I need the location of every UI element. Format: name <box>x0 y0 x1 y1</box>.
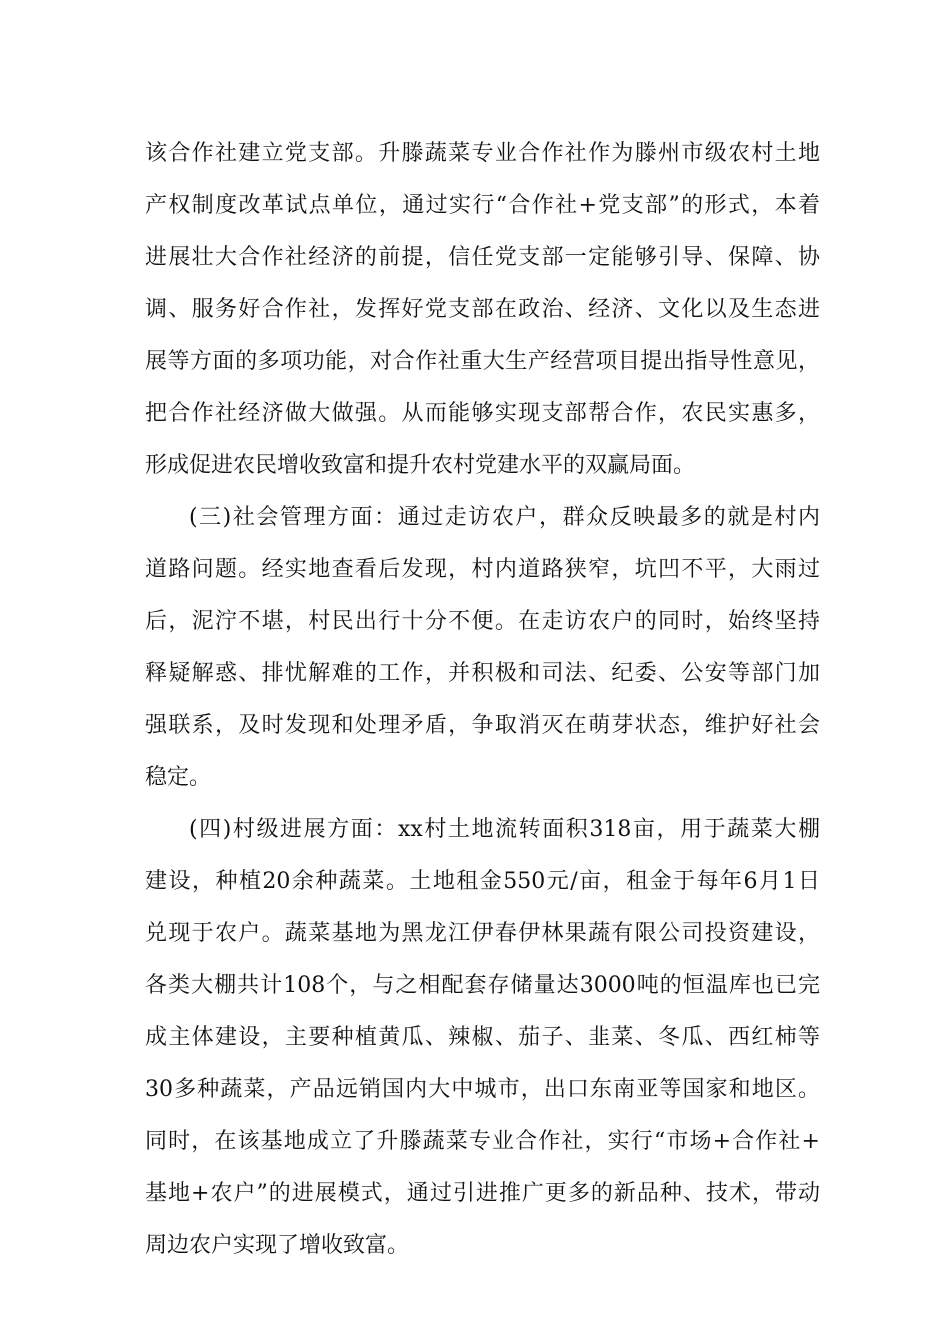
paragraph-line: 进展壮大合作社经济的前提，信任党支部一定能够引导、保障、协 <box>145 245 820 270</box>
paragraph-line: 产权制度改革试点单位，通过实行“合作社+党支部”的形式，本着 <box>145 193 820 218</box>
section-heading-line: (四)村级进展方面：xx村土地流转面积318亩，用于蔬菜大棚 <box>189 817 820 842</box>
paragraph-line-last: 稳定。 <box>145 765 212 790</box>
document-body <box>145 128 820 1272</box>
paragraph-line: 展等方面的多项功能，对合作社重大生产经营项目提出指导性意见， <box>145 349 820 374</box>
paragraph-line: 兑现于农户。蔬菜基地为黑龙江伊春伊林果蔬有限公司投资建设， <box>145 921 820 946</box>
paragraph-line: 道路问题。经实地查看后发现，村内道路狭窄，坑凹不平，大雨过 <box>145 557 820 582</box>
paragraph-line: 强联系，及时发现和处理矛盾，争取消灭在萌芽状态，维护好社会 <box>145 713 820 738</box>
paragraph-line: 同时，在该基地成立了升滕蔬菜专业合作社，实行“市场+合作社+ <box>145 1129 820 1154</box>
paragraph-line-last: 周边农户实现了增收致富。 <box>145 1233 410 1258</box>
section-heading-line: (三)社会管理方面：通过走访农户，群众反映最多的就是村内 <box>189 505 820 530</box>
paragraph-line: 30多种蔬菜，产品远销国内大中城市，出口东南亚等国家和地区。 <box>145 1077 820 1102</box>
paragraph-line: 成主体建设，主要种植黄瓜、辣椒、茄子、韭菜、冬瓜、西红柿等 <box>145 1025 820 1050</box>
paragraph-line: 建设，种植20余种蔬菜。土地租金550元/亩，租金于每年6月1日 <box>145 869 820 894</box>
paragraph-line: 各类大棚共计108个，与之相配套存储量达3000吨的恒温库也已完 <box>145 973 820 998</box>
paragraph-line: 调、服务好合作社，发挥好党支部在政治、经济、文化以及生态进 <box>145 297 820 322</box>
paragraph-line: 基地+农户”的进展模式，通过引进推广更多的新品种、技术，带动 <box>145 1181 820 1206</box>
paragraph-line: 释疑解惑、排忧解难的工作，并积极和司法、纪委、公安等部门加 <box>145 661 820 686</box>
paragraph-line-last: 形成促进农民增收致富和提升农村党建水平的双赢局面。 <box>145 453 696 478</box>
paragraph-line: 该合作社建立党支部。升滕蔬菜专业合作社作为滕州市级农村土地 <box>145 141 820 166</box>
paragraph-line: 把合作社经济做大做强。从而能够实现支部帮合作，农民实惠多， <box>145 401 820 426</box>
paragraph-line: 后，泥泞不堪，村民出行十分不便。在走访农户的同时，始终坚持 <box>145 609 820 634</box>
